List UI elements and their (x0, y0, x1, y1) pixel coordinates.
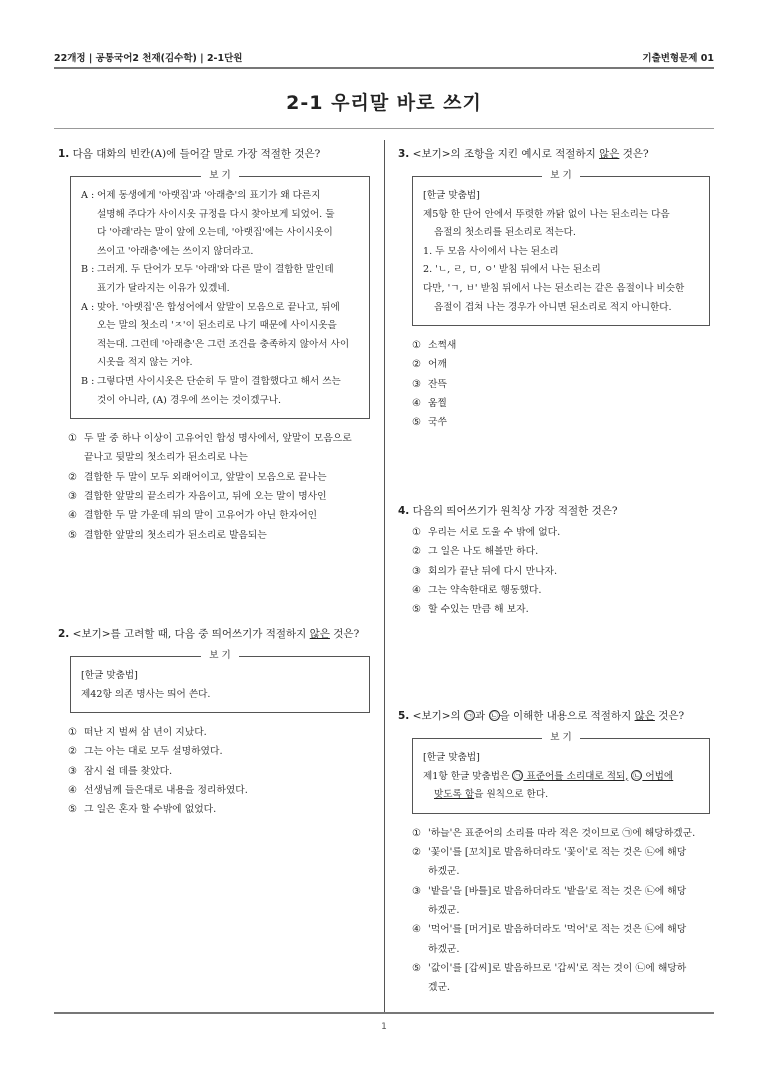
speaker-label: B : (81, 264, 95, 276)
option-text: 결합한 앞말의 끝소리가 자음이고, 뒤에 오는 말이 명사인 (84, 491, 327, 503)
option-number: ① (68, 727, 77, 739)
answer-option (412, 413, 710, 432)
answer-option (68, 487, 370, 506)
question-5-text: <보기>의 (412, 710, 465, 722)
underlined-word: 않은 (309, 628, 330, 640)
dialogue-text: 적는대. 그런데 '아래층'은 그런 조건을 충족하지 않아서 사이 (97, 338, 350, 350)
question-3 (398, 146, 710, 433)
question-5-options (412, 824, 710, 998)
answer-option (412, 901, 710, 920)
question-1-title (58, 146, 370, 162)
question-1-bogi-box (70, 170, 370, 419)
underlined-text: 표준어를 소리대로 적되, (523, 770, 629, 782)
speaker-label (81, 392, 97, 411)
column-divider (384, 140, 385, 1012)
option-number: ⑤ (68, 804, 77, 816)
bogi-line: 제5항 한 단어 안에서 뚜렷한 까닭 없이 나는 된소리는 다음 (423, 208, 670, 220)
page-number: 1 (381, 1022, 387, 1032)
dialogue-text: 시옷을 적지 않는 거야. (97, 357, 193, 369)
option-number: ④ (412, 398, 421, 410)
underlined-clause-2 (631, 771, 673, 782)
bogi-line: 2. 'ㄴ, ㄹ, ㅁ, ㅇ' 받침 뒤에서 나는 된소리 (423, 264, 601, 276)
speaker-label (81, 317, 97, 336)
circled-marker-1: ㉠ (465, 711, 474, 720)
answer-option (68, 800, 370, 819)
answer-option (412, 355, 710, 374)
answer-option (68, 448, 370, 467)
answer-option (412, 843, 710, 862)
dialogue-line (81, 206, 359, 225)
option-number: ③ (412, 378, 421, 390)
dialogue-text: 설명해 주다가 사이시옷 규정을 다시 찾아보게 되었어. 둘 (97, 208, 335, 220)
option-text: '밭을'을 [바틀]로 발음하더라도 '밭을'로 적는 것은 ㉡에 해당 (428, 885, 687, 897)
question-3-options (412, 336, 710, 432)
option-number: ④ (68, 510, 77, 522)
option-text: 결합한 두 말 가운데 뒤의 말이 고유어가 아닌 한자어인 (84, 510, 318, 522)
question-1-options (68, 429, 370, 545)
underlined-clause-1 (512, 771, 628, 782)
option-text: 하겠군. (428, 904, 460, 916)
option-number: ④ (412, 924, 421, 936)
option-number: ③ (412, 565, 421, 577)
speaker-label: B : (81, 375, 95, 387)
circled-marker-1: ㉠ (514, 770, 522, 780)
speaker-label (81, 280, 97, 299)
option-text: 할 수있는 만큼 해 보자. (428, 604, 529, 616)
option-number: ② (412, 359, 421, 371)
option-text: 하겠군. (428, 866, 460, 878)
bogi-line: 다만, 'ㄱ, ㅂ' 받침 뒤에서 나는 된소리는 같은 음절이나 비슷한 (423, 282, 685, 294)
answer-option (412, 940, 710, 959)
option-text: 두 말 중 하나 이상이 고유어인 합성 명사에서, 앞말이 모음으로 (84, 433, 352, 445)
answer-option (68, 526, 370, 545)
option-text: 움찔 (428, 398, 447, 410)
answer-option (412, 394, 710, 413)
option-text: 그 일은 혼자 할 수밖에 없었다. (84, 804, 217, 816)
dialogue-text: 어제 동생에게 '아랫집'과 '아래층'의 표기가 왜 다른지 (97, 190, 321, 201)
speaker-label (81, 354, 97, 373)
question-3-title (398, 146, 710, 162)
option-text: 결합한 두 말이 모두 외래어이고, 앞말이 모음으로 끝나는 (84, 471, 327, 483)
option-text: 우리는 서로 도울 수 밖에 없다. (428, 527, 561, 538)
question-1 (58, 146, 370, 545)
bogi-line: 음절이 겹쳐 나는 경우가 아니면 된소리로 적지 아니한다. (434, 301, 672, 313)
underlined-text: 어법에 (642, 770, 674, 782)
dialogue-text: 것이 아니라, (A) 경우에 쓰이는 것이겠구나. (97, 394, 282, 406)
option-number: ⑤ (412, 962, 421, 974)
bogi-line: [한글 맞춤법] (423, 190, 480, 201)
option-number: ① (412, 340, 421, 352)
option-number: ① (412, 527, 421, 538)
circled-marker-2: ㉡ (633, 770, 641, 780)
answer-option (412, 523, 710, 542)
answer-option (412, 824, 710, 843)
option-text: 결합한 앞말의 첫소리가 된소리로 발음되는 (84, 529, 267, 541)
option-number: ② (68, 471, 77, 483)
circled-marker-2: ㉡ (490, 711, 498, 720)
option-number: ① (412, 827, 421, 839)
option-number: ① (68, 433, 77, 445)
bogi-label: 보 기 (71, 649, 369, 663)
option-text: 잠시 쉴 데를 찾았다. (84, 765, 173, 777)
option-text: 하겠군. (428, 943, 460, 955)
question-3-text-end: 것은? (619, 148, 649, 160)
option-number (412, 901, 428, 920)
underlined-word: 않은 (634, 710, 655, 722)
title-divider (54, 128, 714, 129)
option-number: ④ (412, 584, 421, 596)
question-2-text-end: 것은? (329, 628, 360, 640)
option-text: '값이'를 [갑씨]로 발음하므로 '갑씨'로 적는 것이 ㉡에 해당하 (428, 962, 687, 974)
bogi-line: 1. 두 모음 사이에서 나는 된소리 (423, 245, 559, 257)
bogi-line: [한글 맞춤법] (81, 670, 138, 681)
option-number (412, 940, 428, 959)
dialogue-text: 맞아. '아랫집'은 합성어에서 앞말이 모음으로 끝나고, 뒤에 (97, 301, 340, 313)
question-4-options (412, 523, 710, 619)
question-1-number: 1. (58, 148, 70, 160)
option-text: 그 일은 나도 해볼만 하다. (428, 546, 539, 558)
option-text: 겠군. (428, 982, 451, 994)
option-text: 떠난 지 벌써 삼 년이 지났다. (84, 727, 207, 739)
bogi-line: 제42항 의존 명사는 띄어 쓴다. (81, 688, 211, 700)
dialogue-text: 다 '아래'라는 말이 앞에 오는데, '아랫집'에는 사이시옷이 (97, 227, 333, 239)
answer-option (412, 581, 710, 600)
bogi-label: 보 기 (413, 731, 709, 745)
option-number: ⑤ (68, 529, 77, 541)
option-text: 소쩍새 (428, 340, 457, 352)
answer-option (412, 882, 710, 901)
dialogue-text: 그렇다면 사이시옷은 단순히 두 말이 결합했다고 해서 쓰는 (97, 375, 341, 387)
speaker-label (81, 336, 97, 355)
underlined-word: 않은 (599, 148, 620, 160)
option-text: 어깨 (428, 359, 447, 371)
answer-option (412, 375, 710, 394)
answer-option (68, 781, 370, 800)
bogi-text: 제1항 한글 맞춤법은 (423, 770, 513, 782)
dialogue-line (81, 299, 359, 318)
answer-option (68, 506, 370, 525)
question-2-text: <보기>를 고려할 때, 다음 중 띄어쓰기가 적절하지 (72, 628, 310, 640)
answer-option (412, 959, 710, 978)
dialogue-text: 그러게. 두 단어가 모두 '아래'와 다른 말이 결합한 말인데 (97, 264, 334, 276)
answer-option (412, 600, 710, 619)
dialogue-line (81, 373, 359, 392)
dialogue-text: 쓰이고 '아래층'에는 쓰이지 않더라고. (97, 245, 254, 257)
dialogue-line (81, 354, 359, 373)
option-number (412, 862, 428, 881)
question-3-text: <보기>의 조항을 지킨 예시로 적절하지 (412, 148, 600, 160)
speaker-label (81, 243, 97, 262)
answer-option (412, 336, 710, 355)
dialogue-text: 오는 말의 첫소리 'ㅈ'이 된소리로 나기 때문에 사이시옷을 (97, 320, 337, 332)
question-2 (58, 626, 370, 820)
question-4-text: 다음의 띄어쓰기가 원칙상 가장 적절한 것은? (412, 505, 618, 517)
dialogue-line (81, 392, 359, 411)
dialogue-line (81, 224, 359, 243)
question-5-text-mid2: 을 이해한 내용으로 적절하지 (499, 710, 635, 722)
option-number: ③ (412, 885, 421, 897)
dialogue-line (81, 336, 359, 355)
bogi-text: 을 원칙으로 한다. (474, 789, 549, 801)
question-5-text-end: 것은? (654, 710, 685, 722)
option-number: ④ (68, 785, 77, 797)
option-number: ② (68, 746, 77, 758)
bogi-heading: [한글 맞춤법] (423, 752, 480, 763)
dialogue-line (81, 243, 359, 262)
question-4-title (398, 503, 710, 519)
question-5 (398, 708, 710, 997)
dialogue-line (81, 261, 359, 280)
header-exam-type: 기출변형문제 01 (642, 53, 714, 64)
answer-option (412, 862, 710, 881)
option-text: '꽃이'를 [꼬치]로 발음하더라도 '꽃이'로 적는 것은 ㉡에 해당 (428, 847, 687, 859)
question-5-bogi-box (412, 732, 710, 814)
footer-divider (54, 1012, 714, 1014)
option-text: 그는 약속한대로 행동했다. (428, 584, 542, 596)
question-5-text-mid: 과 (475, 710, 489, 722)
dialogue-text: 표기가 달라지는 이유가 있겠네. (97, 282, 230, 294)
answer-option (68, 468, 370, 487)
option-number: ③ (68, 765, 77, 777)
dialogue-line (81, 187, 359, 206)
question-4 (398, 503, 710, 619)
bogi-line (423, 786, 699, 805)
option-number: ② (412, 546, 421, 558)
option-number: ③ (68, 491, 77, 503)
bogi-label: 보 기 (413, 169, 709, 183)
answer-option (68, 723, 370, 742)
question-3-bogi-box (412, 170, 710, 326)
answer-option (68, 762, 370, 781)
speaker-label (81, 206, 97, 225)
option-number (412, 978, 428, 997)
option-text: 선생님께 들은대로 내용을 정리하였다. (84, 785, 248, 797)
speaker-label: A : (81, 190, 95, 201)
question-5-number: 5. (398, 710, 410, 722)
option-text: '먹어'를 [머거]로 발음하더라도 '먹어'로 적는 것은 ㉡에 해당 (428, 924, 687, 936)
option-text: 잔뜩 (428, 378, 447, 390)
option-text: 그는 아는 대로 모두 설명하였다. (84, 746, 223, 758)
question-2-title (58, 626, 370, 642)
answer-option (68, 429, 370, 448)
question-2-bogi-box (70, 650, 370, 713)
header-divider (54, 67, 714, 69)
speaker-label: A : (81, 301, 95, 313)
bogi-line: 음절의 첫소리를 된소리로 적는다. (434, 227, 576, 239)
question-2-options (68, 723, 370, 819)
option-text: 회의가 끝난 뒤에 다시 만나자. (428, 565, 558, 577)
question-4-number: 4. (398, 505, 410, 517)
option-number (68, 448, 84, 467)
bogi-label: 보 기 (71, 169, 369, 183)
option-text: '하늘'은 표준어의 소리를 따라 적은 것이므로 ㉠에 해당하겠군. (428, 827, 696, 839)
answer-option (68, 742, 370, 761)
question-1-text: 다음 대화의 빈칸(A)에 들어갈 말로 가장 적절한 것은? (72, 148, 321, 160)
answer-option (412, 562, 710, 581)
dialogue-line (81, 280, 359, 299)
underlined-text: 맞도록 함 (434, 789, 475, 801)
option-text: 끝나고 뒷말의 첫소리가 된소리로 나는 (84, 452, 248, 464)
header-course-info: 22개정 | 공통국어2 천재(김수학) | 2-1단원 (54, 53, 243, 64)
question-3-number: 3. (398, 148, 410, 160)
answer-option (412, 542, 710, 561)
option-number: ② (412, 847, 421, 859)
option-number: ⑤ (412, 417, 421, 429)
option-text: 국쑤 (428, 417, 447, 429)
dialogue-line (81, 317, 359, 336)
answer-option (412, 978, 710, 997)
speaker-label (81, 224, 97, 243)
bogi-line (423, 768, 699, 787)
page-title: 2-1 우리말 바로 쓰기 (286, 92, 482, 114)
question-2-number: 2. (58, 628, 70, 640)
option-number: ⑤ (412, 604, 421, 616)
answer-option (412, 920, 710, 939)
question-5-title (398, 708, 710, 724)
